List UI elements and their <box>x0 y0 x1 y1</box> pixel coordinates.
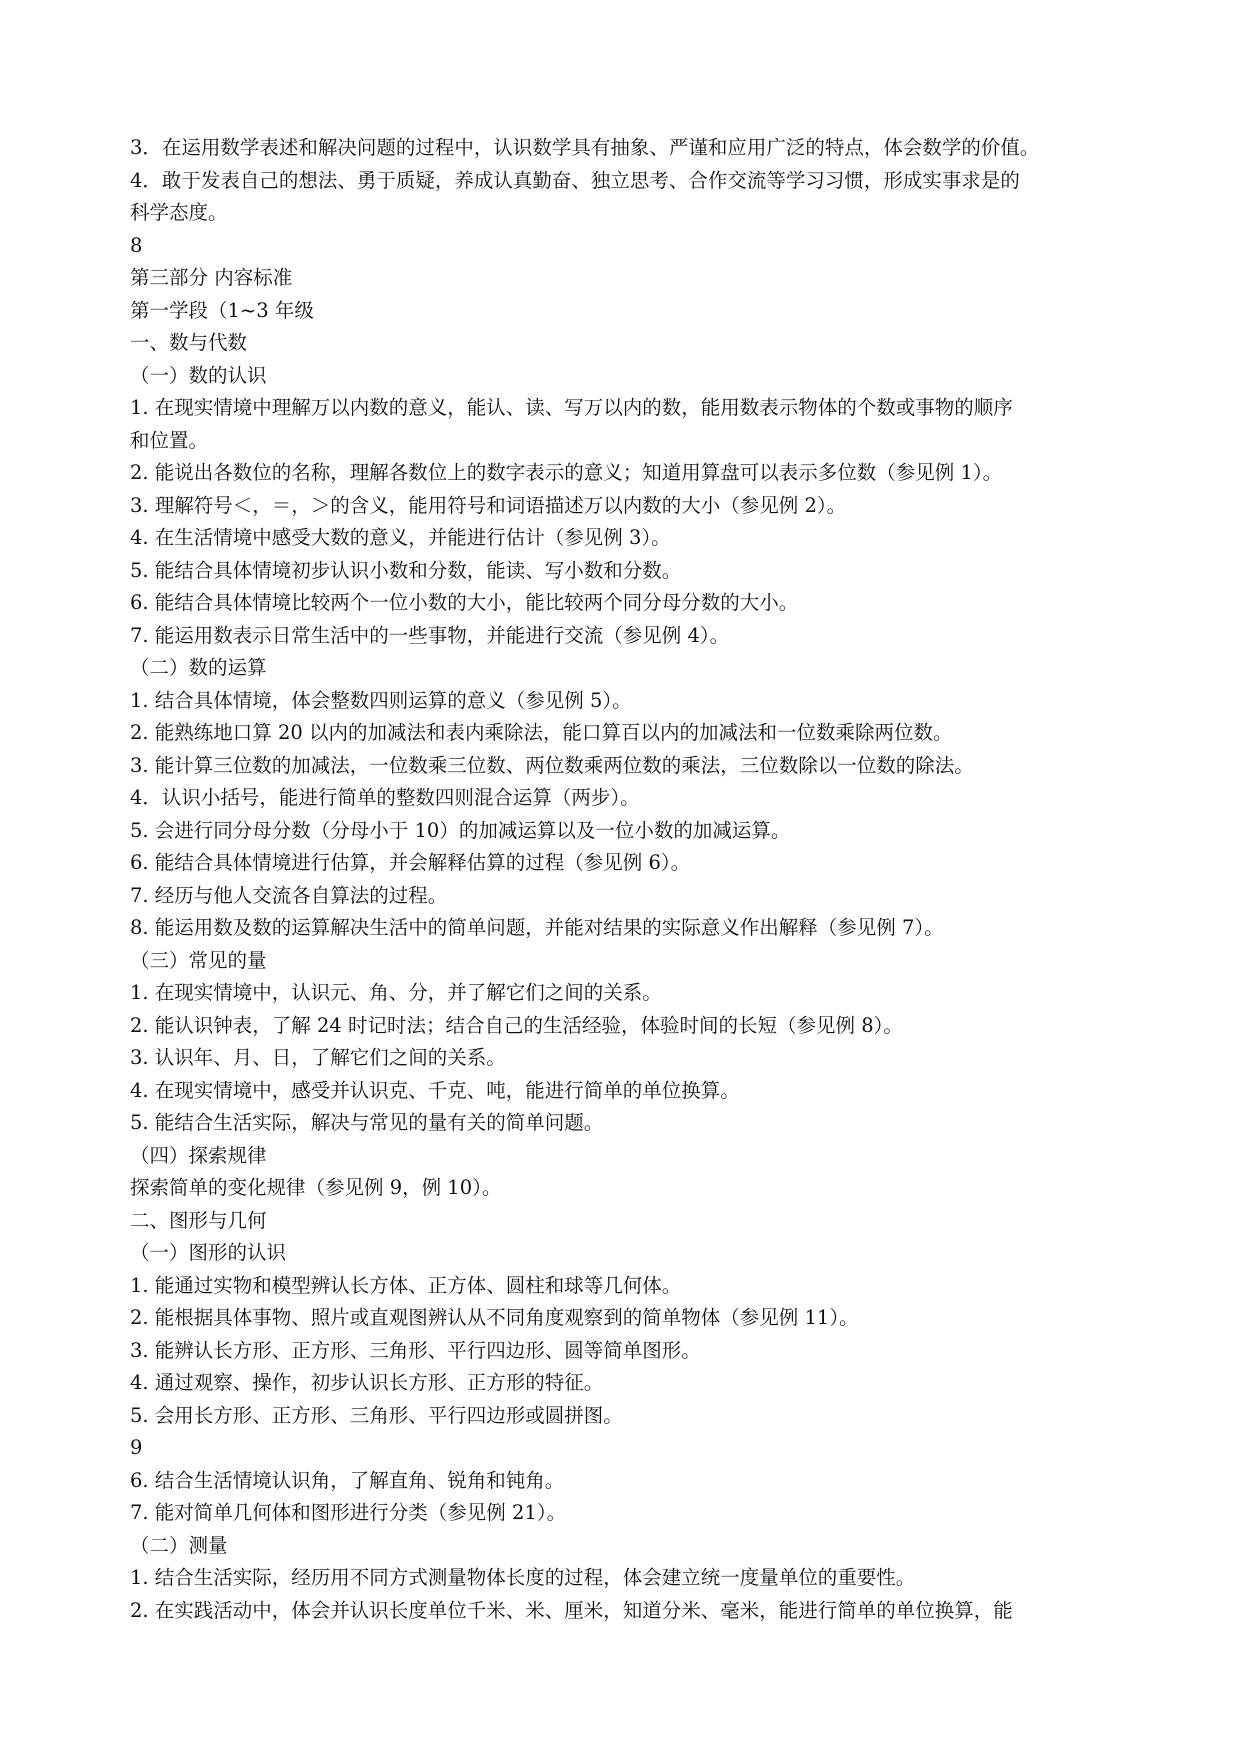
text-line: 探索简单的变化规律（参见例 9，例 10）。 <box>130 1176 502 1199</box>
text-line: 1. 能通过实物和模型辨认长方体、正方体、圆柱和球等几何体。 <box>130 1273 682 1297</box>
text-line: 4．认识小括号，能进行简单的整数四则混合运算（两步）。 <box>130 786 640 809</box>
text-line: 3. 能计算三位数的加减法，一位数乘三位数、两位数乘两位数的乘法，三位数除以一位数的除法。 <box>130 753 974 777</box>
text-line: 5. 会进行同分母分数（分母小于 10）的加减运算以及一位小数的加减运算。 <box>130 818 791 842</box>
text-line: 1. 在现实情境中理解万以内数的意义，能认、读、写万以内的数，能用数表示物体的个数或事物的顺序 <box>130 396 1013 419</box>
text-line: 1. 结合生活实际，经历用不同方式测量物体长度的过程，体会建立统一度量单位的重要性。 <box>130 1566 916 1589</box>
text-line: 2. 能认识钟表，了解 24 时记时法；结合自己的生活经验，体验时间的长短（参见例 8）。 <box>130 1013 903 1037</box>
text-line: 5. 能结合生活实际，解决与常见的量有关的简单问题。 <box>130 1111 604 1134</box>
text-line: 6. 结合生活情境认识角，了解直角、锐角和钝角。 <box>130 1468 565 1492</box>
text-line: 和位置。 <box>130 428 209 452</box>
document-body <box>130 132 1120 1627</box>
text-line: 3．在运用数学表述和解决问题的过程中，认识数学具有抽象、严谨和应用广泛的特点，体会数学的价值。 <box>130 136 1040 159</box>
text-line: 3. 认识年、月、日，了解它们之间的关系。 <box>130 1046 506 1069</box>
text-line: （二）测量 <box>130 1533 228 1557</box>
text-line: 2. 在实践活动中，体会并认识长度单位千米、米、厘米，知道分米、毫米，能进行简单的单位换算，能 <box>130 1598 1013 1622</box>
text-line: （二）数的运算 <box>130 656 267 679</box>
text-line: 7. 能运用数表示日常生活中的一些事物，并能进行交流（参见例 4）。 <box>130 623 730 647</box>
text-line: 第三部分 内容标准 <box>130 266 293 289</box>
text-line: （一）数的认识 <box>130 363 267 387</box>
text-line: 5. 能结合具体情境初步认识小数和分数，能读、写小数和分数。 <box>130 558 682 582</box>
text-line: 4. 在生活情境中感受大数的意义，并能进行估计（参见例 3）。 <box>130 526 671 549</box>
text-line: 一、数与代数 <box>130 331 248 354</box>
text-line: 1. 结合具体情境，体会整数四则运算的意义（参见例 5）。 <box>130 688 632 712</box>
text-line: 第一学段（1~3 年级 <box>130 298 314 322</box>
text-line: 3. 能辨认长方形、正方形、三角形、平行四边形、圆等简单图形。 <box>130 1338 701 1362</box>
text-line: 2. 能熟练地口算 20 以内的加减法和表内乘除法，能口算百以内的加减法和一位数乘除两位数。 <box>130 721 953 744</box>
text-line: 2. 能说出各数位的名称，理解各数位上的数字表示的意义；知道用算盘可以表示多位数（参见例 1）。 <box>130 461 1003 484</box>
text-line: 7. 经历与他人交流各自算法的过程。 <box>130 883 448 907</box>
text-line: （四）探索规律 <box>130 1143 267 1167</box>
text-line: 9 <box>130 1436 143 1459</box>
text-line: 7. 能对简单几何体和图形进行分类（参见例 21）。 <box>130 1501 567 1524</box>
text-line: 6. 能结合具体情境进行估算，并会解释估算的过程（参见例 6）。 <box>130 851 691 874</box>
text-line: 5. 会用长方形、正方形、三角形、平行四边形或圆拼图。 <box>130 1403 623 1427</box>
text-line: 4. 通过观察、操作，初步认识长方形、正方形的特征。 <box>130 1371 604 1394</box>
text-line: 4. 在现实情境中，感受并认识克、千克、吨，能进行简单的单位换算。 <box>130 1078 740 1102</box>
text-line: 2. 能根据具体事物、照片或直观图辨认从不同角度观察到的简单物体（参见例 11）。 <box>130 1306 859 1329</box>
text-line: 6. 能结合具体情境比较两个一位小数的大小，能比较两个同分母分数的大小。 <box>130 591 799 614</box>
text-line: 二、图形与几何 <box>130 1208 267 1232</box>
text-line: 4．敢于发表自己的想法、勇于质疑，养成认真勤奋、独立思考、合作交流等学习习惯，形成实事求是的 <box>130 168 1020 192</box>
text-line: （三）常见的量 <box>130 948 267 972</box>
text-line: （一）图形的认识 <box>130 1241 287 1264</box>
text-line: 3. 理解符号＜，＝，＞的含义，能用符号和词语描述万以内数的大小（参见例 2）。 <box>130 493 847 517</box>
text-line: 科学态度。 <box>130 201 228 224</box>
text-line: 8. 能运用数及数的运算解决生活中的简单问题，并能对结果的实际意义作出解释（参见例 7）。 <box>130 916 944 939</box>
text-line: 1. 在现实情境中，认识元、角、分，并了解它们之间的关系。 <box>130 981 662 1004</box>
text-line: 8 <box>130 233 143 257</box>
